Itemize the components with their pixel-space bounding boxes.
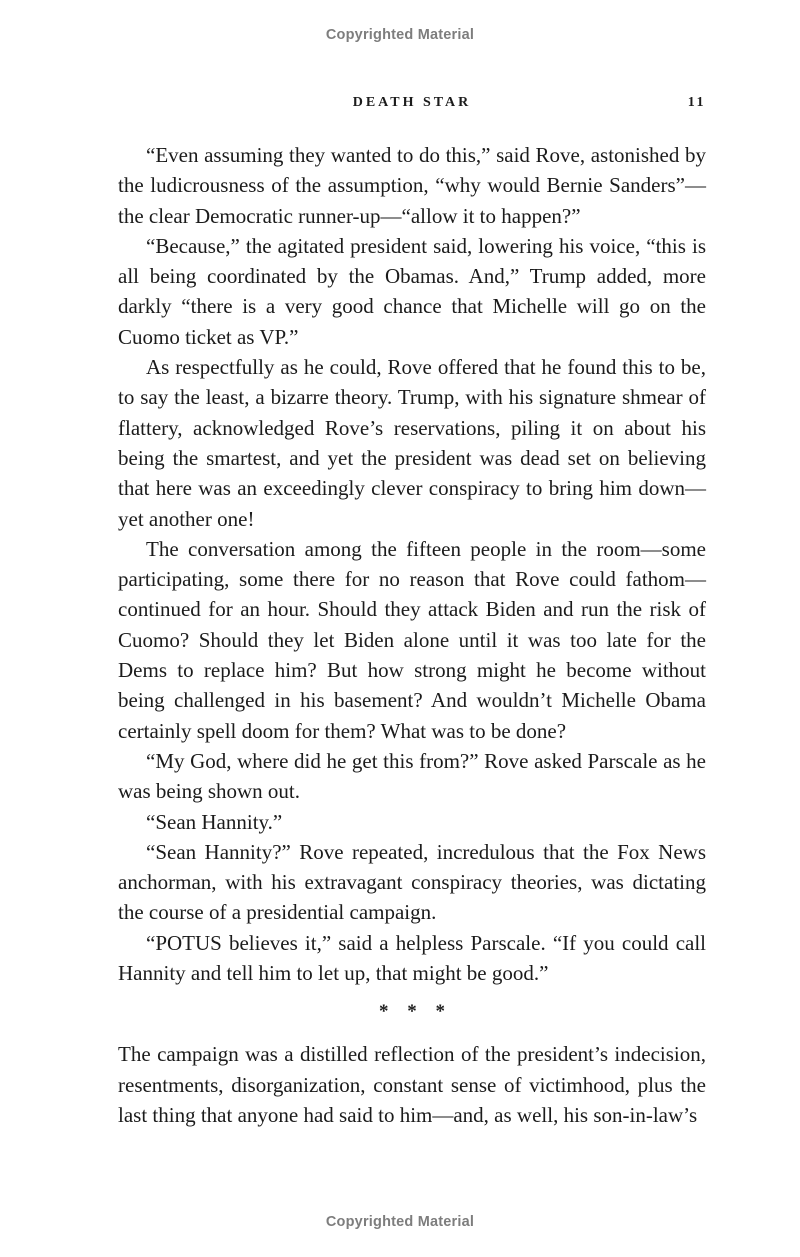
paragraph: “My God, where did he get this from?” Rove asked Parscale as he was being shown out. <box>118 748 706 804</box>
body-text <box>118 140 706 1130</box>
paragraph: “Even assuming they wanted to do this,” said Rove, astonished by the ludicrousness of the assumption, “why would Bernie Sanders”—the clear Democratic runner-up—“allow it to happen?” <box>118 143 706 228</box>
paragraph: “Because,” the agitated president said, lowering his voice, “this is all being coordinated by the Obamas. And,” Trump added, more darkly “there is a very good chance that Michelle will go on the Cuomo ticket as VP.” <box>118 233 706 349</box>
paragraph: The campaign was a distilled reflection of the president’s indecision, resentments, disorganization, constant sense of victimhood, plus the last thing that anyone had said to him—and, as well, his son-in-law’s <box>118 1042 706 1127</box>
chapter-title: DEATH STAR <box>352 95 472 110</box>
paragraph: “Sean Hannity?” Rove repeated, incredulous that the Fox News anchorman, with his extravagant conspiracy theories, was dictating the course of a presidential campaign. <box>118 839 706 925</box>
paragraph: As respectfully as he could, Rove offered that he found this to be, to say the least, a bizarre theory. Trump, with his signature shmear of flattery, acknowledged Rove’s reservations, piling it on about his being the smartest, and yet the president was dead set on believing that here was an exceedingly clever conspiracy to bring him down—yet another one! <box>118 355 706 531</box>
paragraph: “Sean Hannity.” <box>146 809 283 834</box>
running-header <box>118 95 706 115</box>
copyright-notice-bottom: Copyrighted Material <box>325 1214 475 1230</box>
page-number: 11 <box>687 95 706 110</box>
paragraph: “POTUS believes it,” said a helpless Parscale. “If you could call Hannity and tell him to let up, that might be good.” <box>118 930 706 986</box>
paragraph: The conversation among the fifteen people in the room—some participating, some there for no reason that Rove could fathom—continued for an hour. Should they attack Biden and run the risk of Cuomo? Should they let Biden alone until it was too late for the Dems to replace him? But how strong might he become without being challenged in his basement? And wouldn’t Michelle Obama certainly spell doom for them? What was to be done? <box>118 536 706 743</box>
section-break: * * * <box>379 1001 452 1023</box>
copyright-notice-top: Copyrighted Material <box>325 27 475 43</box>
